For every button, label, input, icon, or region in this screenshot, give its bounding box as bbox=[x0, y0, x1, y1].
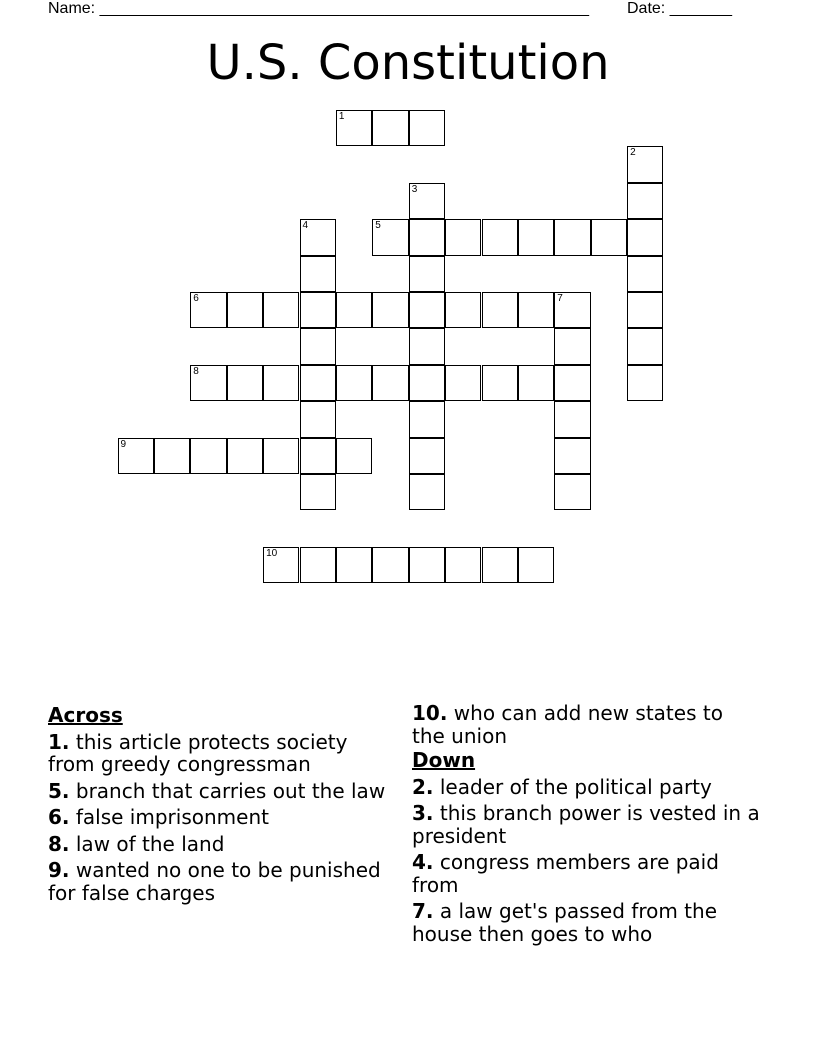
grid-cell[interactable] bbox=[154, 438, 190, 474]
clue-text: a law get's passed from the house then goes to who bbox=[412, 899, 718, 946]
clue-number: 5. bbox=[48, 778, 70, 803]
grid-cell[interactable] bbox=[227, 292, 263, 328]
cell-number: 8 bbox=[193, 365, 199, 377]
grid-cell[interactable] bbox=[336, 438, 372, 474]
grid-cell[interactable] bbox=[627, 183, 663, 219]
clue-text: branch that carries out the law bbox=[75, 778, 386, 803]
clue-text: leader of the political party bbox=[439, 774, 712, 799]
grid-cell[interactable] bbox=[409, 256, 445, 292]
grid-cell[interactable] bbox=[372, 365, 408, 401]
grid-cell[interactable] bbox=[554, 219, 590, 255]
cell-number: 1 bbox=[338, 111, 345, 122]
across-clue bbox=[412, 702, 762, 747]
grid-cell[interactable] bbox=[227, 438, 263, 474]
grid-cell[interactable] bbox=[627, 328, 663, 364]
clue-number: 3. bbox=[412, 801, 434, 825]
grid-cell[interactable] bbox=[518, 219, 554, 255]
cell-number: 6 bbox=[193, 293, 199, 304]
grid-cell[interactable] bbox=[263, 547, 299, 583]
grid-cell[interactable] bbox=[627, 219, 663, 255]
clue-number: 8. bbox=[48, 831, 70, 856]
grid-cell[interactable] bbox=[627, 365, 663, 401]
grid-cell[interactable] bbox=[518, 365, 554, 401]
clue-number: 9. bbox=[48, 858, 70, 882]
cell-number: 10 bbox=[266, 547, 278, 559]
clue-text: who can add new states to the union bbox=[412, 701, 723, 748]
down-clue bbox=[412, 802, 762, 847]
clue-number: 1. bbox=[48, 729, 70, 754]
clue-text: this branch power is vested in a president bbox=[412, 801, 760, 848]
clues-right-column bbox=[412, 702, 762, 945]
grid-cell[interactable] bbox=[518, 292, 554, 328]
down-clue bbox=[412, 900, 762, 945]
grid-cell[interactable] bbox=[482, 365, 518, 401]
grid-cell[interactable] bbox=[336, 110, 372, 146]
grid-cell[interactable] bbox=[554, 328, 590, 364]
grid-cell[interactable] bbox=[518, 547, 554, 583]
grid-cell[interactable] bbox=[300, 474, 336, 510]
grid-cell[interactable] bbox=[627, 256, 663, 292]
clue-number: 6. bbox=[48, 805, 70, 829]
grid-cell[interactable] bbox=[482, 547, 518, 583]
clue-number: 4. bbox=[412, 850, 434, 874]
clues-left-column bbox=[48, 702, 388, 904]
grid-cell[interactable] bbox=[190, 292, 226, 328]
cell-number: 4 bbox=[302, 220, 309, 232]
grid-cell[interactable] bbox=[300, 438, 336, 474]
grid-cell[interactable] bbox=[336, 365, 372, 401]
cell-number: 9 bbox=[120, 438, 127, 450]
grid-cell[interactable] bbox=[190, 365, 226, 401]
grid-cell[interactable] bbox=[336, 547, 372, 583]
clue-text: false imprisonment bbox=[75, 805, 269, 829]
grid-cell[interactable] bbox=[300, 365, 336, 401]
grid-cell[interactable] bbox=[409, 365, 445, 401]
grid-cell[interactable] bbox=[409, 401, 445, 437]
grid-cell[interactable] bbox=[591, 219, 627, 255]
grid-cell[interactable] bbox=[336, 292, 372, 328]
clue-number: 7. bbox=[412, 899, 434, 923]
across-heading: Across bbox=[48, 703, 123, 727]
grid-cell[interactable] bbox=[445, 365, 481, 401]
grid-cell[interactable] bbox=[445, 547, 481, 583]
clue-text: congress members are paid from bbox=[412, 850, 719, 897]
clue-text: law of the land bbox=[75, 831, 225, 856]
grid-cell[interactable] bbox=[554, 365, 590, 401]
grid-cell[interactable] bbox=[445, 219, 481, 255]
grid-cell[interactable] bbox=[372, 110, 408, 146]
down-clue bbox=[412, 851, 762, 896]
grid-cell[interactable] bbox=[409, 219, 445, 255]
grid-cell[interactable] bbox=[627, 146, 663, 182]
grid-cell[interactable] bbox=[409, 292, 445, 328]
cell-number: 3 bbox=[411, 183, 418, 195]
cell-number: 5 bbox=[375, 220, 381, 232]
grid-cell[interactable] bbox=[554, 438, 590, 474]
date-field[interactable]: Date: _______ bbox=[627, 0, 732, 17]
across-clue bbox=[48, 731, 388, 776]
across-clue bbox=[48, 806, 388, 829]
grid-cell[interactable] bbox=[409, 547, 445, 583]
grid-cell[interactable] bbox=[409, 328, 445, 364]
clue-number: 10. bbox=[412, 701, 448, 725]
grid-cell[interactable] bbox=[554, 474, 590, 510]
name-field[interactable]: Name: _______________________________________________________ bbox=[48, 0, 589, 17]
grid-cell[interactable] bbox=[445, 292, 481, 328]
grid-cell[interactable] bbox=[482, 219, 518, 255]
grid-cell[interactable] bbox=[263, 365, 299, 401]
grid-cell[interactable] bbox=[372, 219, 408, 255]
grid-cell[interactable] bbox=[372, 547, 408, 583]
grid-cell[interactable] bbox=[409, 183, 445, 219]
grid-cell[interactable] bbox=[300, 547, 336, 583]
grid-cell[interactable] bbox=[409, 438, 445, 474]
across-clue bbox=[48, 833, 388, 856]
grid-cell[interactable] bbox=[300, 292, 336, 328]
grid-cell[interactable] bbox=[118, 438, 154, 474]
grid-cell[interactable] bbox=[227, 365, 263, 401]
grid-cell[interactable] bbox=[300, 328, 336, 364]
clue-text: this article protects society from greedy congressman bbox=[48, 729, 348, 776]
down-heading: Down bbox=[412, 748, 476, 772]
down-clue bbox=[412, 776, 762, 799]
grid-cell[interactable] bbox=[300, 256, 336, 292]
grid-cell[interactable] bbox=[554, 401, 590, 437]
across-clue bbox=[48, 859, 388, 904]
grid-cell[interactable] bbox=[409, 110, 445, 146]
grid-cell[interactable] bbox=[372, 292, 408, 328]
grid-cell[interactable] bbox=[300, 401, 336, 437]
grid-cell[interactable] bbox=[627, 292, 663, 328]
grid-cell[interactable] bbox=[482, 292, 518, 328]
grid-cell[interactable] bbox=[554, 292, 590, 328]
grid-cell[interactable] bbox=[300, 219, 336, 255]
page-title: U.S. Constitution bbox=[206, 35, 610, 91]
grid-cell[interactable] bbox=[263, 438, 299, 474]
clue-text: wanted no one to be punished for false charges bbox=[48, 858, 381, 905]
grid-cell[interactable] bbox=[263, 292, 299, 328]
grid-cell[interactable] bbox=[190, 438, 226, 474]
across-clue bbox=[48, 780, 388, 803]
grid-cell[interactable] bbox=[409, 474, 445, 510]
clue-number: 2. bbox=[412, 774, 434, 799]
cell-number: 2 bbox=[630, 147, 636, 159]
cell-number: 7 bbox=[557, 293, 563, 304]
